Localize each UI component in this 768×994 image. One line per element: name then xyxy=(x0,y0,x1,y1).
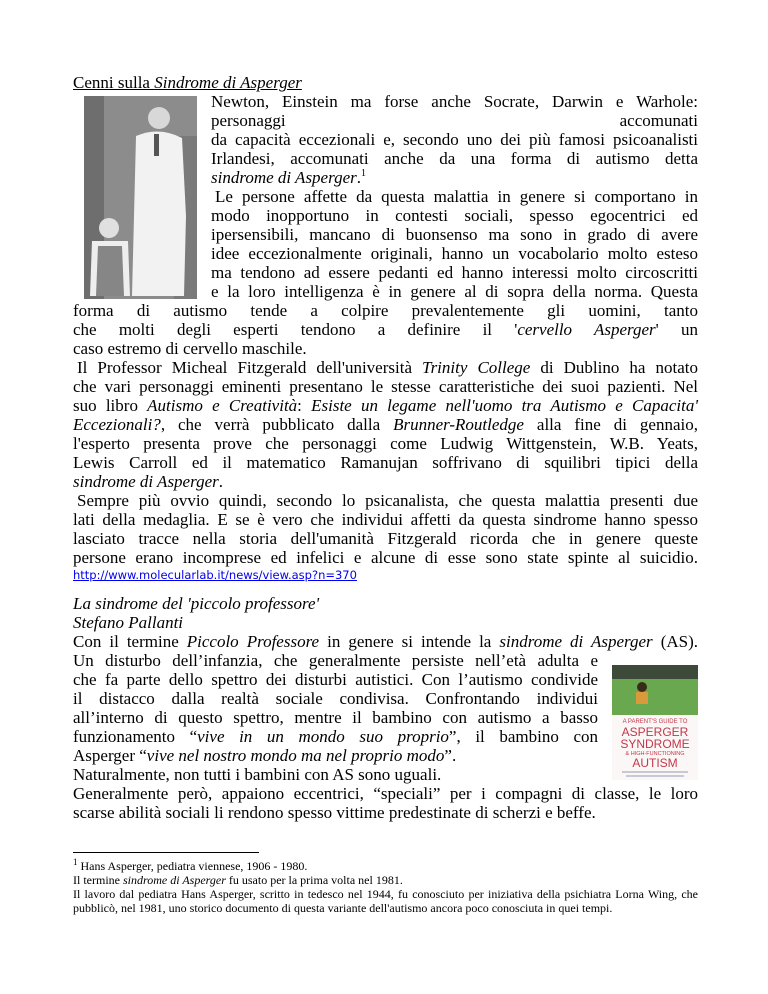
text-line xyxy=(73,320,698,339)
text: funzionamento “ xyxy=(73,727,198,746)
cover-title-line: ASPERGER xyxy=(621,725,689,739)
italic-text: sindrome di Asperger xyxy=(122,873,226,887)
footnote-line xyxy=(73,873,698,887)
text-line xyxy=(73,548,698,567)
text: e la loro intelligenza è in genere al di sopra della norma. Questa xyxy=(211,282,698,301)
text-line xyxy=(73,491,698,510)
text-line xyxy=(73,708,698,727)
text: , che verrà pubblicato dalla xyxy=(160,415,394,434)
section-cenni-asperger xyxy=(73,73,698,583)
italic-text: Esiste un legame nell'uomo tra Autismo e Capacita' xyxy=(311,396,698,415)
text: Cenni sulla xyxy=(73,73,155,92)
text-line xyxy=(73,803,698,822)
footnote-reference: 1 xyxy=(361,168,367,179)
italic-text: Brunner-Routledge xyxy=(393,415,524,434)
text-line xyxy=(73,415,698,434)
text: . xyxy=(356,168,362,187)
text: Lewis Carroll ed il matematico Ramanujan soffrivano di squilibri tipici della xyxy=(73,453,698,472)
text: Con il termine xyxy=(73,632,187,651)
text: forma di autismo tende a colpire prevalentemente gli uomini, tanto xyxy=(73,301,698,320)
italic-text: vive in un mondo suo proprio xyxy=(197,727,449,746)
text-line xyxy=(73,434,698,453)
text: modo inopportuno in contesti sociali, spesso egocentrici ed xyxy=(211,206,698,225)
text: Asperger “ xyxy=(73,746,147,765)
footnote-text xyxy=(78,859,308,873)
italic-text: Autismo e Creatività xyxy=(147,396,298,415)
text: Il Professor Micheal Fitzgerald dell'università xyxy=(77,358,423,377)
book-cover-image xyxy=(612,665,698,780)
text: ”, il bambino con xyxy=(448,727,598,746)
text: ' un xyxy=(655,320,698,339)
text-line xyxy=(73,358,698,377)
text: Un disturbo dell’infanzia, che generalmente persiste nell’età adulta e xyxy=(73,651,598,670)
text-line xyxy=(73,727,698,746)
text-line xyxy=(73,632,698,651)
cover-title-line: SYNDROME xyxy=(620,737,690,751)
text: che vari personaggi eminenti presentano le stesse caratteristiche dei suoi pazienti. Nel xyxy=(73,377,698,396)
photo-hans-asperger xyxy=(84,96,197,299)
cover-title-line: AUTISM xyxy=(632,756,678,770)
text: Generalmente però, appaiono eccentrici, “speciali” per i compagni di classe, le loro xyxy=(73,784,698,803)
text: lasciato tracce nella storia dell'umanità Fitzgerald ricorda che in genere queste xyxy=(73,529,698,548)
text: caso estremo di cervello maschile. xyxy=(73,339,307,358)
text: da capacità eccezionali e, secondo uno dei più famosi psicoanalisti xyxy=(211,130,698,149)
text: in genere si intende la xyxy=(319,632,500,651)
text-line xyxy=(73,301,698,320)
text: Naturalmente, non tutti i bambini con AS sono uguali. xyxy=(73,765,442,784)
text: Hans Asperger, pediatra viennese, 1906 - 1980. xyxy=(77,859,308,873)
paragraph xyxy=(73,784,698,822)
paragraph xyxy=(73,358,698,491)
footnote-paragraph: Il lavoro dal pediatra Hans Asperger, scritto in tedesco nel 1944, fu conosciuto per iniziativa della psichiatra Lorna Wing, che pubblicò, nel 1981, uno storico documento di questa variante dell'autismo ancora poco conosciuta in quei tempi. xyxy=(73,887,698,915)
text: ma tendono ad essere pedanti ed hanno interessi molto circoscritti xyxy=(211,263,698,282)
text-line xyxy=(73,765,698,784)
text: il distacco dalla realtà sociale condivisa. Confrontando individui xyxy=(73,689,598,708)
footnote-separator xyxy=(73,852,259,853)
text: Il termine xyxy=(73,873,123,887)
italic-text: sindrome di Asperger xyxy=(499,632,653,651)
footnote-marker: 1 xyxy=(73,857,78,867)
italic-text: Eccezionali? xyxy=(73,415,161,434)
text: Sempre più ovvio quindi, secondo lo psicanalista, che questa malattia presenti due xyxy=(77,491,698,510)
text: . xyxy=(218,472,224,491)
text: Le persone affette da questa malattia in genere si comportano in xyxy=(215,187,698,206)
text: all’interno di questo spettro, mentre il bambino con autismo a basso xyxy=(73,708,598,727)
text: ”. xyxy=(444,746,457,765)
text: l'esperto presenta prove che personaggi come Ludwig Wittgenstein, W.B. Yeats, xyxy=(73,434,698,453)
text: che molti degli esperti tendono a definire il ' xyxy=(73,320,518,339)
text: (AS). xyxy=(652,632,698,651)
text-line xyxy=(73,453,698,472)
text-line xyxy=(73,396,698,415)
text: Newton, Einstein ma forse anche Socrate, Darwin e Warhole: personaggi accomunati xyxy=(211,92,698,130)
text-line xyxy=(73,784,698,803)
paragraph xyxy=(73,632,698,770)
italic-text: Sindrome di Asperger xyxy=(154,73,302,92)
author-name: Stefano Pallanti xyxy=(73,613,184,632)
cover-subtitle: A PARENT'S GUIDE TO xyxy=(622,719,688,725)
section-piccolo-professore xyxy=(73,594,698,822)
text-line xyxy=(73,472,698,491)
text: alla fine di gennaio, xyxy=(523,415,698,434)
text: fu usato per la prima volta nel 1981. xyxy=(225,873,403,887)
text-line xyxy=(73,529,698,548)
text: persone erano incomprese ed infelici e alcune di esse sono state spinte al suicidio. xyxy=(73,548,698,567)
text: Irlandesi, accomunati anche da una forma di autismo detta xyxy=(211,149,698,168)
text: ipersensibili, mancano di buonsenso ma sono in grado di avere xyxy=(211,225,698,244)
text: che fa parte dello spettro dei disturbi autistici. Con l’autismo condivide xyxy=(73,670,598,689)
text-line xyxy=(73,689,698,708)
text-line xyxy=(73,377,698,396)
text-line xyxy=(73,670,698,689)
section-title xyxy=(73,73,698,92)
italic-text: vive nel nostro mondo ma nel proprio modo xyxy=(146,746,445,765)
section-title: La sindrome del 'piccolo professore' xyxy=(73,594,320,613)
text: suo libro xyxy=(73,396,148,415)
text: : xyxy=(297,396,312,415)
text-line xyxy=(73,746,698,765)
cover-title-line: & HIGH-FUNCTIONING xyxy=(625,751,685,757)
italic-text: Piccolo Professore xyxy=(186,632,320,651)
text: scarse abilità sociali li rendono spesso vittime predestinate di scherzi e beffe. xyxy=(73,803,596,822)
text-line xyxy=(73,339,698,358)
source-link[interactable]: http://www.molecularlab.it/news/view.asp?n=370 xyxy=(73,568,357,582)
text-line xyxy=(73,510,698,529)
footnote-line xyxy=(73,859,698,873)
text: di Dublino ha notato xyxy=(530,358,698,377)
text: idee eccezionalmente originali, hanno un vocabolario molto esteso xyxy=(211,244,698,263)
paragraph xyxy=(73,92,698,187)
text-line xyxy=(73,651,698,670)
italic-text: cervello Asperger xyxy=(517,320,656,339)
paragraph xyxy=(73,765,698,784)
paragraph xyxy=(73,491,698,567)
italic-text: sindrome di Asperger xyxy=(73,472,219,491)
italic-text: Trinity College xyxy=(422,358,531,377)
italic-text: sindrome di Asperger xyxy=(211,168,357,187)
text: lati della medaglia. E se è vero che individui affetti da questa sindrome hanno spesso xyxy=(73,510,698,529)
footnotes xyxy=(73,859,698,915)
